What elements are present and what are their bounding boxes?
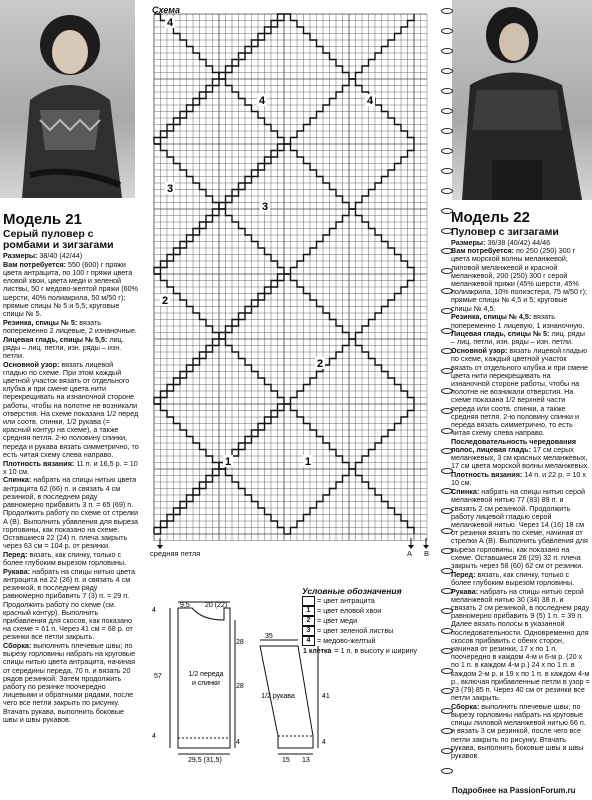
model22-paragraph <box>451 247 590 313</box>
paragraph-body: лиц. ряды – лиц. петли, изн. ряды – изн. петли. <box>3 334 124 360</box>
paragraph-heading: Сборка: <box>3 641 32 651</box>
paragraph-heading: Сборка: <box>451 701 480 711</box>
model-22-subtitle: Пуловер с зигзагами <box>451 225 559 238</box>
paragraph-body: вязать, как спинку, только с более глубоким вырезом горловины. <box>3 549 127 568</box>
chart-color-label: 3 <box>166 183 174 195</box>
woman-portrait-illustration <box>0 0 135 198</box>
paragraph-body: набрать на спицы нитью цвета антрацита 62 (66) п. и связать 4 см резинкой, в последнем ряду равномерно прибавить 3 п. = 65 (69) п. Продолжить работу по схеме от стрелки А (В). Выполнить убавления для выреза горловины, как показано на схеме. Оставшиеся 22 (24) п. плеча закрыть через 63 см = 104 р. от резинки. <box>3 475 139 551</box>
model21-paragraph <box>3 551 139 567</box>
paragraph-body: 550 (600) г пряжи цвета антрацита, по 100 г пряжи цвета еловой хвои, цвета меди и зеленой листвы, 50 г медово-желтой пряжи (60% шерсти, 40% полиакрила, 50 м/50 г); прямые спицы № 5 и 5,5; круговые спицы № 5. <box>3 259 139 318</box>
chart-color-label: 2 <box>316 358 324 370</box>
model22-paragraph <box>451 471 590 487</box>
paragraph-body: выполнить плечевые швы; по вырезу горловины набрать на круговые спицы нитью цвета антрацита, начиная от середины переда, 70 п. и вязать 20 рядов резинкой. Затем продолжить работу по резинке поочередно лицевыми и обратными рядами, после чего все петли закрыть по рисунку. Втачать рукава, выполнить боковые швы и швы рукавов. <box>3 641 136 724</box>
legend-symbol <box>302 596 315 606</box>
paragraph-body: вязать попеременно 2 лицевые, 2 изнаночные. <box>3 317 137 335</box>
chart-color-label: 1 <box>304 456 312 468</box>
paragraph-body: 17 см серых меланжевых, 3 см красных меланжевых, 17 см цвета морской волны меланжевых. <box>451 445 590 471</box>
paragraph-heading: Плотность вязания: <box>3 458 75 468</box>
model22-paragraph <box>451 313 590 329</box>
legend-text: = цвет меди <box>315 616 358 626</box>
paragraph-body: по 250 (250) 300 г цвета морской волны меланжевой, лиловой меланжевой и красной меланжевой, 200 (250) 300 г серой меланжевой пряжи (45% шерсти, 45% полиакрила, 10% полиэстера, 75 м/50 г); прямые спицы № 4,5 и 5; круговые спицы № 4,5. <box>451 246 587 313</box>
chart-color-label: 1 <box>224 456 232 468</box>
front-back-label: 1/2 переда и спинки <box>188 671 224 687</box>
paragraph-body: выполнить плечевые швы; по вырезу горловины набрать на круговые спицы лиловой меланжевой нитью 66 п. и вязать 3 см резинкой, после чего все петли закрыть по рисунку. Втачать рукава, выполнить боковые швы и швы рукавов. <box>451 701 586 761</box>
paragraph-body: 36/38 (40/42) 44/46 <box>485 237 551 247</box>
legend-item <box>302 616 442 626</box>
pattern-dimension: 41 <box>322 693 330 700</box>
chart-color-label: 4 <box>258 95 266 107</box>
pattern-dimension: 28 <box>236 639 244 646</box>
legend-item <box>302 596 442 606</box>
model-22-title: Модель 22 <box>451 209 530 226</box>
paragraph-body: вязать лицевой гладью по схеме, каждый цветной участок вязать от отдельного клубка и при смене цвета нити перекрещивать на изнаночной стороне работы, чтобы на полотне не возникали отверстия. На схеме показана 1/2 верхней части переда или соотв. спинки, а также средняя петля. 2-ю половину спинки и переда вязать симметрично, то есть читая схему слева направо. <box>451 346 589 438</box>
paragraph-heading: Рукава: <box>3 566 31 576</box>
arrow-a-label: А <box>407 549 413 558</box>
legend-symbol: 3 <box>302 626 315 636</box>
front-back-outline <box>178 608 230 748</box>
paragraph-heading: Размеры: <box>451 237 486 247</box>
paragraph-heading: Лицевая гладь, спицы № 5,5: <box>3 334 108 344</box>
pattern-dimension: 20 (22) <box>205 602 228 609</box>
pattern-dimension: 28 <box>236 683 244 690</box>
legend-text: = 1 п. в высоту и ширину <box>332 646 418 656</box>
footer-watermark: Подробнее на PassionForum.ru <box>452 786 576 795</box>
paragraph-heading: Плотность вязания: <box>451 470 523 480</box>
legend <box>302 586 442 656</box>
chart-color-label: 4 <box>366 95 374 107</box>
legend-item <box>302 626 442 636</box>
paragraph-body: набрать на спицы нитью цвета антрацита на 22 (26) п. и связать 4 см резинкой, в последнем ряду равномерно прибавить 7 (3) п. = 29 п. Продолжить работу по схеме (см. красный контур). Выполнить прибавления для скосов, как показано на схеме = 61 п. Через 41 см = 68 р. от резинки все петли закрыть. <box>3 566 136 642</box>
sleeve-label: 1/2 рукава <box>261 693 295 700</box>
paragraph-heading: Перед: <box>451 569 476 579</box>
paragraph-body: набрать на спицы нитью серой меланжевой нитью 30 (34) 38 п. и связать 2 см резинкой, в последнем ряду равномерно прибавить 9 (5) 1 п. = 39 п. Далее вязать полосы в указанной последовательности. Одновременно для скосов прибавить с обеих сторон, начиная от резинки, 17 х по 1 п. поочередно в каждом 4-м и 6-м р. (20 х по 1 п. в каждом 4-м р.) 24 х по 1 п. в каждом 2-м р. и 19 х по 1 п. в каждом 4-м р., включая прибавленные петли в узор = 73 (79) 85 п. Через 40 см от резинки все петли закрыть. <box>451 586 590 703</box>
legend-item <box>302 606 442 616</box>
paragraph-heading: Спинка: <box>3 475 32 485</box>
pattern-dimension: 29,5 (31,5) <box>188 757 222 764</box>
model22-paragraph <box>451 347 590 437</box>
model21-paragraph <box>3 568 139 642</box>
paragraph-heading: Резинка, спицы № 4,5: <box>451 312 532 322</box>
paragraph-heading: Основной узор: <box>451 346 508 356</box>
model21-paragraph <box>3 642 139 724</box>
paragraph-body: вязать, как спинку, только с более глубоким вырезом горловины. <box>451 569 575 587</box>
paragraph-body: набрать на спицы нитью серой меланжевой нитью 77 (83) 89 п. и связать 2 см резинкой. Продолжить работу лицевой гладью серой меланжевой нитью. Через 14 (16) 18 см от резинки вязать по схеме, начиная от стрелки А (В). Выполнить убавления для выреза горловины, как показано на схеме. Оставшиеся 26 (29) 32 п. плеча закрыть через 58 (60) 62 см от резинки. <box>451 487 588 570</box>
model-21-subtitle: Серый пуловер с ромбами и зигзагами <box>3 227 114 251</box>
paragraph-heading: Последовательность чередования полос, лицевая гладь: <box>451 436 577 455</box>
paragraph-heading: Основной узор: <box>3 359 60 369</box>
paragraph-heading: Перед: <box>3 549 28 559</box>
legend-symbol: 2 <box>302 616 315 626</box>
model21-paragraph <box>3 361 139 459</box>
schema-title: Схема <box>152 5 180 15</box>
model21-paragraph <box>3 319 139 335</box>
legend-symbol: 1 <box>302 606 315 616</box>
legend-item <box>302 646 442 656</box>
paragraph-body: 11 п. и 16,5 р. = 10 х 10 см. <box>3 458 138 476</box>
chart-color-label: 2 <box>161 295 169 307</box>
paragraph-heading: Вам потребуется: <box>451 246 515 256</box>
paragraph-body: 38/40 (42/44) <box>37 251 83 260</box>
paragraph-heading: Размеры: <box>3 251 38 260</box>
pattern-dimension: 57 <box>154 673 162 680</box>
legend-text: = цвет антрацита <box>315 596 375 605</box>
arrow-b-label: В <box>424 549 430 558</box>
model22-paragraph <box>451 330 590 346</box>
chart-color-label: 3 <box>261 201 269 213</box>
model21-paragraph <box>3 476 139 550</box>
paragraph-heading: Вам потребуется: <box>3 259 67 269</box>
model-21-photo <box>0 0 135 198</box>
paragraph-heading: Лицевая гладь, спицы № 5: <box>451 329 550 339</box>
model22-paragraph <box>451 571 590 587</box>
middle-loop-label: средняя петля <box>150 549 201 558</box>
legend-symbol: 1 клетка <box>303 647 332 655</box>
chart-arrows <box>150 538 435 550</box>
model21-paragraph <box>3 261 139 318</box>
model22-paragraph <box>451 438 590 471</box>
paragraph-heading: Резинка, спицы № 5: <box>3 317 78 327</box>
model22-paragraph <box>451 488 590 570</box>
pattern-dimension: 15 <box>282 757 290 764</box>
paragraph-heading: Спинка: <box>451 487 480 497</box>
model21-paragraph <box>3 460 139 476</box>
model-21-text <box>3 212 139 732</box>
woman-portrait-illustration <box>452 0 592 200</box>
pattern-dimension: 35 <box>265 633 273 640</box>
legend-title: Условные обозначения <box>302 586 402 596</box>
model-21-title: Модель 21 <box>3 211 82 228</box>
pattern-dimension: 4 <box>236 739 240 746</box>
model22-paragraph <box>451 703 590 760</box>
chart-color-label: 4 <box>166 17 174 29</box>
pattern-dimension: 4 <box>152 733 156 740</box>
paragraph-body: 14 п. и 22 р. = 10 х 10 см. <box>451 470 586 488</box>
model-22-text <box>451 210 590 780</box>
paragraph-body: вязать лицевой гладью по схеме. При этом каждый цветной участок вязать от отдельного клубка и при смене цвета нити перекрещивать на изнаночной стороне работы, чтобы на полотне не возникали отверстия. На схеме показана 1/2 перед или соотв. спинки, 1/2 рукава (= красный контур на схеме), а также средняя петля. 2-ю половину спинки, переда и рукава вязать симметрично, то есть читая схему слева направо. <box>3 359 139 459</box>
legend-text: = цвет еловой хвои <box>315 606 382 616</box>
legend-text: = цвет зеленой листвы <box>315 626 394 636</box>
model22-paragraph <box>451 588 590 703</box>
pattern-dimension: 4 <box>322 739 326 746</box>
legend-symbol: 4 <box>302 636 315 646</box>
legend-text: = медово-желтый <box>315 636 376 646</box>
model21-paragraph <box>3 336 139 361</box>
pattern-dimension: 13 <box>302 757 310 764</box>
paragraph-body: лиц. ряды – лиц. петли, изн. ряды – изн. петли. <box>451 329 585 347</box>
paragraph-heading: Рукава: <box>451 586 479 596</box>
pattern-dimension: 9,5 <box>180 602 190 609</box>
paragraph-body: вязать попеременно 1 лицевую, 1 изнаночную. <box>451 312 585 330</box>
knitting-chart <box>150 14 435 544</box>
pattern-dimension: 4 <box>152 607 156 614</box>
model-22-photo <box>452 0 592 200</box>
legend-item <box>302 636 442 646</box>
